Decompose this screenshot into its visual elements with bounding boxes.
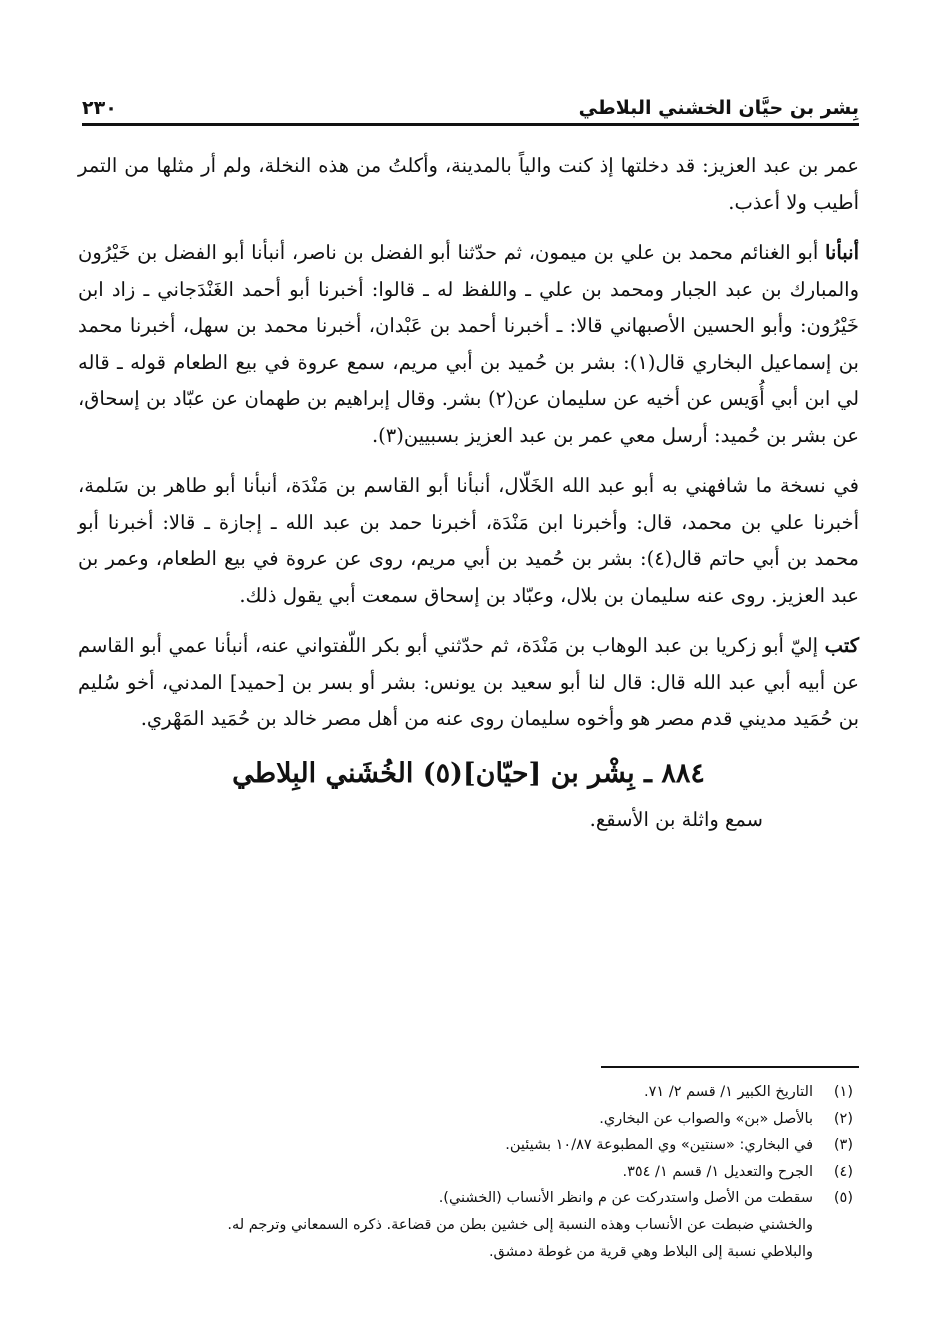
footnote	[78, 1079, 853, 1106]
footnote-continuation: والخشني ضبطت عن الأنساب وهذه النسبة إلى خشين بطن من قضاعة. ذكره السمعاني وترجم له.	[227, 1216, 813, 1233]
paragraph-text: عمر بن عبد العزيز: قد دخلتها إذ كنت والياً بالمدينة، وأكلتُ من هذه النخلة، ولم أر مثلها من التمر أطيب ولا أعذب.	[78, 154, 859, 214]
entry-heading: ٨٨٤ ـ بِشْر بن [حيّان](٥) الخُشَني البِلاطي	[232, 757, 705, 789]
footnote-continuation: والبلاطي نسبة إلى البلاط وهي قرية من غوطة دمشق.	[488, 1243, 813, 1260]
paragraph-2	[78, 235, 859, 454]
paragraph-lead: أنبأنا	[824, 241, 859, 264]
footnote	[78, 1132, 853, 1159]
paragraph-text: أبو الغنائم محمد بن علي بن ميمون، ثم حدّثنا أبو الفضل بن ناصر، أنبأنا أبو الفضل بن خَيْرُون والمبارك بن عبد الجبار ومحمد بن علي ـ واللفظ له ـ قالوا: أخبرنا أبو أحمد الغَنْدَجاني ـ زاد ابن خَيْرُون: وأبو الحسين الأصبهاني قالا: ـ أخبرنا أحمد بن عَبْدان، أخبرنا محمد بن سهل، أخبرنا محمد بن إسماعيل البخاري قال(١): بشر بن حُميد بن أبي مريم، سمع عروة في بيع الطعام قوله ـ قاله لي ابن أبي أُوَيس عن أخيه عن سليمان عن(٢) بشر. وقال إبراهيم بن طهمان عن عبّاد بن إسحاق، عن بشر بن حُميد: أرسل معي عمر بن عبد العزيز بسبيين(٣).	[78, 241, 860, 447]
footnote	[78, 1185, 853, 1212]
footnote-number: (١)	[833, 1084, 853, 1100]
paragraph-4	[78, 628, 859, 738]
paragraph-1	[78, 148, 859, 221]
footnote	[78, 1159, 853, 1186]
footnote-number: (٢)	[833, 1110, 853, 1127]
paragraph-text: إليّ أبو زكريا بن عبد الوهاب بن مَنْدَة، ثم حدّثني أبو بكر اللّفتواني عنه، أنبأنا عمي أبو القاسم عن أبيه أبي عبد الله قال: قال لنا أبو سعيد بن يونس: بشر أو بسر بن [حميد] المدني، أخو سُليم بن حُمَيد مديني قدم مصر هو وأخوه سليمان روى عنه من أهل مصر خالد بن حُمَيد المَهْري.	[78, 634, 859, 730]
footnote-number: (٥)	[833, 1190, 853, 1207]
main-text	[78, 148, 859, 838]
paragraph-text: في نسخة ما شافهني به أبو عبد الله الخَلّال، أنبأنا أبو القاسم بن مَنْدَة، أنبأنا أبو طاهر بن سَلمة، أخبرنا علي بن محمد، قال: وأخبرنا ابن مَنْدَة، أخبرنا حمد بن عبد الله ـ إجازة ـ قالا: أخبرنا أبو محمد بن أبي حاتم قال(٤): بشر بن حُميد بن أبي مريم، روى عن عروة في بيع الطعام، وعمر بن عبد العزيز. روى عنه سليمان بن بلال، وعبّاد بن إسحاق سمعت أبي يقول ذلك.	[78, 474, 859, 607]
footnote-number: (٤)	[833, 1163, 853, 1180]
footnote	[78, 1106, 853, 1133]
running-header	[82, 86, 859, 126]
footnotes	[78, 1079, 853, 1265]
footnote-text: الجرح والتعديل ١/ قسم ١/ ٣٥٤.	[622, 1163, 813, 1180]
paragraph-lead: كتب	[824, 634, 859, 657]
running-title: بِشر بن حيَّان الخشني البلاطي	[578, 97, 859, 119]
footnote-number: (٣)	[833, 1137, 853, 1154]
footnote-text: بالأصل «بن» والصواب عن البخاري.	[599, 1110, 813, 1127]
footnote-separator	[601, 1066, 859, 1068]
footnote-text: التاريخ الكبير ١/ قسم ٢/ ٧١.	[644, 1084, 813, 1100]
page-number: ٢٣٠	[82, 97, 117, 119]
entry-text: سمع واثلة بن الأسقع.	[589, 807, 763, 831]
paragraph-3	[78, 468, 859, 614]
footnote-text: في البخاري: «سنتين» وي المطبوعة ١٠/٨٧ بشيئين.	[505, 1137, 813, 1154]
footnote-text: سقطت من الأصل واستدركت عن م وانظر الأنساب (الخشني).	[438, 1190, 813, 1207]
